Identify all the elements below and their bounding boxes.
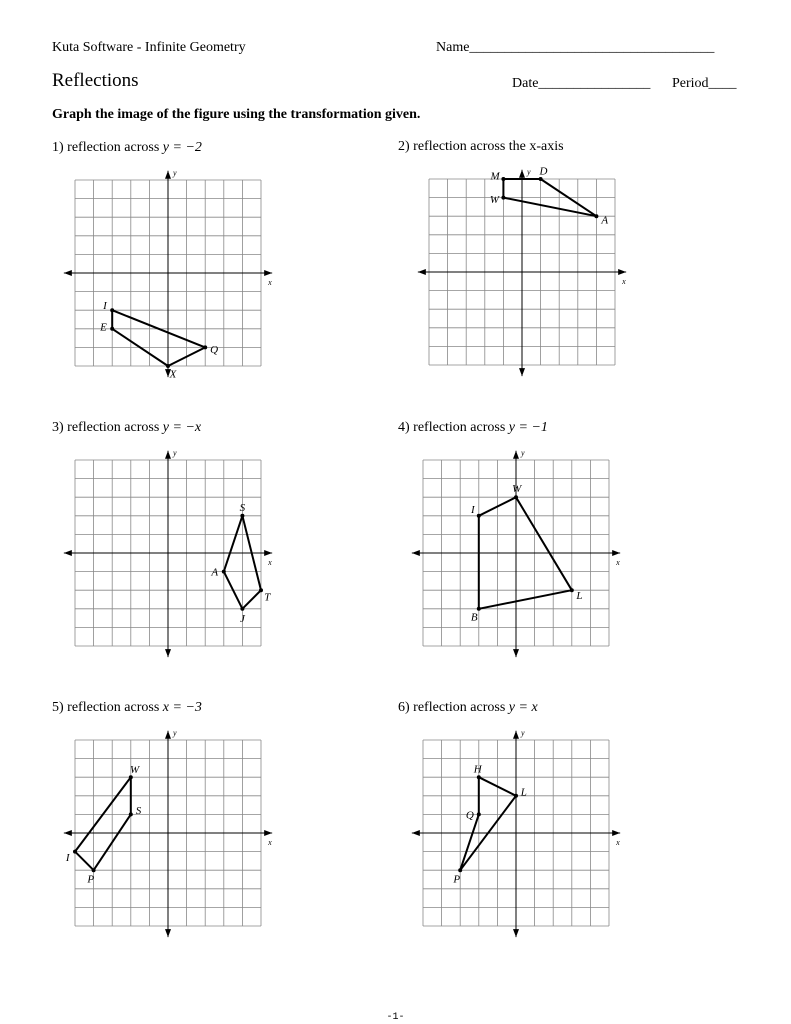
problem-6-label — [398, 700, 538, 716]
vertex-point — [203, 345, 207, 349]
problem-1-label — [52, 140, 202, 156]
vertex-point — [240, 514, 244, 518]
y-axis-up-arrow-icon — [165, 171, 171, 179]
y-axis-down-arrow-icon — [165, 649, 171, 657]
vertex-point — [110, 327, 114, 331]
vertex-point — [501, 196, 505, 200]
coordinate-grid-1 — [56, 164, 286, 386]
problem-math: x = −3 — [162, 700, 202, 715]
vertex-label: S — [239, 501, 246, 514]
vertex-point — [477, 812, 481, 816]
vertex-label: B — [470, 611, 478, 624]
vertex-label: A — [601, 214, 609, 227]
y-axis-up-arrow-icon — [513, 731, 519, 739]
vertex-point — [477, 775, 481, 779]
page-number: -1- — [386, 1012, 405, 1023]
vertex-point — [110, 308, 114, 312]
vertex-point — [92, 868, 96, 872]
x-axis-right-arrow-icon — [612, 830, 620, 836]
x-axis-label: x — [616, 558, 620, 567]
figure-polygon — [112, 310, 205, 366]
x-axis-right-arrow-icon — [264, 550, 272, 556]
y-axis-label: y — [521, 448, 525, 458]
problem-text: reflection across — [67, 140, 160, 155]
vertex-point — [514, 794, 518, 798]
y-axis-up-arrow-icon — [165, 451, 171, 459]
coordinate-grid-4 — [404, 443, 634, 665]
y-axis-label: y — [173, 728, 177, 738]
x-axis-right-arrow-icon — [618, 269, 626, 275]
x-axis-label: x — [268, 838, 272, 847]
y-axis-down-arrow-icon — [165, 929, 171, 937]
instructions: Graph the image of the figure using the transformation given. — [52, 107, 421, 122]
vertex-label: I — [65, 851, 70, 864]
name-field: Name___________________________________ — [436, 40, 715, 55]
vertex-label: P — [87, 873, 95, 886]
date-field: Date________________ — [512, 76, 651, 91]
problem-math: y = −x — [162, 420, 202, 435]
problem-math: y = −1 — [508, 420, 548, 435]
vertex-point — [477, 607, 481, 611]
vertex-point — [594, 214, 598, 218]
vertex-label: I — [103, 299, 107, 312]
vertex-label: X — [169, 368, 177, 381]
period-field: Period____ — [672, 76, 737, 91]
vertex-label: P — [453, 873, 461, 886]
vertex-label: W — [489, 193, 500, 206]
x-axis-left-arrow-icon — [64, 270, 72, 276]
problem-text: reflection across — [413, 700, 506, 715]
y-axis-down-arrow-icon — [519, 368, 525, 376]
vertex-point — [570, 588, 574, 592]
x-axis-label: x — [622, 277, 626, 286]
vertex-label: A — [211, 566, 219, 579]
x-axis-label: x — [616, 838, 620, 847]
y-axis-up-arrow-icon — [519, 170, 525, 178]
vertex-label: J — [239, 612, 245, 625]
y-axis-label: y — [527, 167, 531, 177]
problem-number: 5) — [52, 700, 64, 715]
vertex-point — [501, 177, 505, 181]
vertex-point — [514, 495, 518, 499]
vertex-point — [477, 514, 481, 518]
x-axis-left-arrow-icon — [412, 550, 420, 556]
problem-text: reflection across — [413, 420, 506, 435]
problem-5-label — [52, 700, 202, 716]
problem-text: reflection across the x-axis — [413, 139, 564, 154]
vertex-label: W — [512, 483, 522, 496]
y-axis-label: y — [173, 448, 177, 458]
vertex-point — [166, 364, 170, 368]
page-title: Reflections — [52, 70, 139, 91]
vertex-point — [259, 588, 263, 592]
y-axis-label: y — [521, 728, 525, 738]
vertex-label: Q — [210, 343, 219, 356]
problem-number: 4) — [398, 420, 410, 435]
problem-2-label — [398, 139, 564, 155]
coordinate-grid-6 — [404, 724, 634, 946]
y-axis-down-arrow-icon — [513, 649, 519, 657]
coordinate-grid-2 — [408, 163, 638, 385]
vertex-label: L — [520, 786, 527, 799]
vertex-point — [222, 570, 226, 574]
vertex-label: Q — [465, 809, 474, 822]
x-axis-left-arrow-icon — [418, 269, 426, 275]
problem-text: reflection across — [67, 700, 160, 715]
x-axis-right-arrow-icon — [264, 270, 272, 276]
vertex-label: I — [471, 504, 475, 517]
problem-number: 1) — [52, 140, 64, 155]
vertex-label: E — [100, 321, 107, 334]
problem-number: 6) — [398, 700, 410, 715]
vertex-point — [458, 868, 462, 872]
figure-polygon — [75, 777, 131, 870]
problem-text: reflection across — [67, 420, 160, 435]
vertex-label: W — [129, 764, 140, 777]
coordinate-grid-3 — [56, 444, 286, 666]
figure-polygon — [460, 777, 516, 870]
worksheet-source: Kuta Software - Infinite Geometry — [52, 40, 246, 55]
problem-3-label — [52, 420, 201, 436]
y-axis-down-arrow-icon — [513, 929, 519, 937]
vertex-label: H — [473, 763, 482, 776]
problem-math: y = x — [508, 700, 538, 715]
problem-math: y = −2 — [162, 140, 202, 155]
vertex-point — [73, 850, 77, 854]
vertex-label: M — [490, 170, 500, 183]
vertex-point — [129, 812, 133, 816]
problem-4-label — [398, 420, 548, 436]
x-axis-label: x — [268, 558, 272, 567]
vertex-point — [240, 607, 244, 611]
problem-number: 2) — [398, 139, 410, 154]
x-axis-label: x — [268, 278, 272, 287]
vertex-label: L — [576, 589, 583, 602]
x-axis-right-arrow-icon — [264, 830, 272, 836]
x-axis-left-arrow-icon — [64, 830, 72, 836]
y-axis-up-arrow-icon — [513, 451, 519, 459]
problem-number: 3) — [52, 420, 64, 435]
coordinate-grid-5 — [56, 724, 286, 946]
vertex-label: T — [264, 591, 271, 604]
x-axis-left-arrow-icon — [64, 550, 72, 556]
y-axis-label: y — [173, 168, 177, 178]
y-axis-up-arrow-icon — [165, 731, 171, 739]
x-axis-right-arrow-icon — [612, 550, 620, 556]
vertex-label: S — [135, 804, 142, 817]
vertex-point — [539, 177, 543, 181]
x-axis-left-arrow-icon — [412, 830, 420, 836]
vertex-label: D — [539, 165, 548, 178]
